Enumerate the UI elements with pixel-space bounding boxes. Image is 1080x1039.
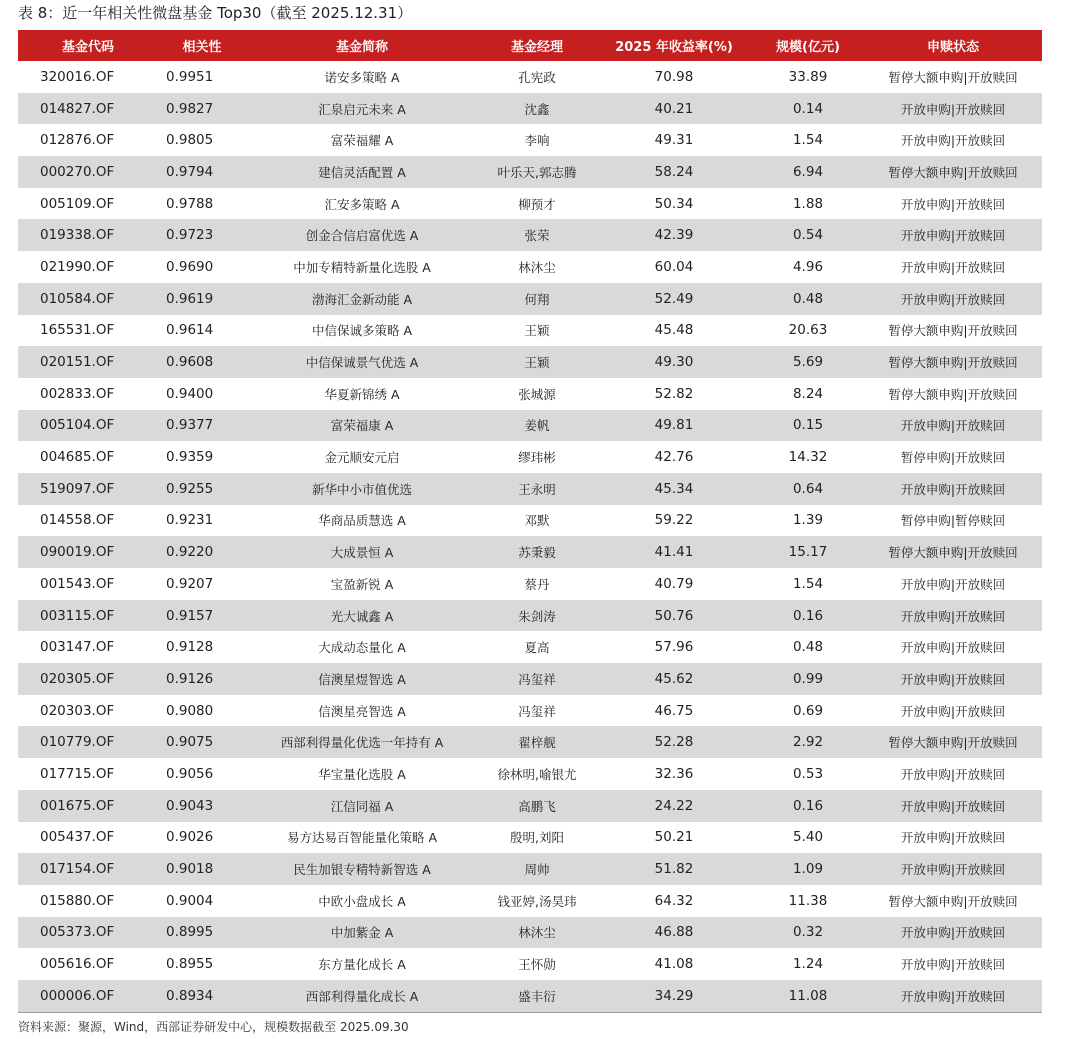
scale-cell: 11.08 (788, 987, 828, 1004)
status-cell: 开放申购|开放赎回 (900, 259, 1006, 275)
fund-manager-cell: 夏高 (524, 640, 550, 656)
fund-name-cell: 信澳星亮智选 A (318, 703, 406, 719)
fund-name-cell: 中信保诚多策略 A (311, 323, 413, 339)
correlation-cell: 0.9255 (166, 480, 214, 497)
fund-manager-cell: 王颖 (524, 323, 550, 339)
fund-manager-cell: 徐林明,喻银尤 (497, 766, 577, 782)
status-cell: 开放申购|开放赎回 (900, 418, 1006, 434)
fund-code-cell: 015880.OF (40, 892, 115, 909)
table-row (18, 695, 1042, 727)
correlation-cell: 0.9359 (166, 449, 214, 466)
fund-code-cell: 320016.OF (40, 68, 115, 85)
scale-cell: 4.96 (792, 258, 824, 275)
fund-code-cell: 005373.OF (40, 924, 115, 941)
correlation-cell: 0.9690 (166, 258, 214, 275)
table-row (18, 600, 1042, 632)
scale-cell: 1.24 (792, 956, 824, 973)
fund-code-cell: 519097.OF (40, 480, 115, 497)
return-cell: 34.29 (654, 987, 694, 1004)
fund-manager-cell: 何翔 (524, 291, 550, 307)
scale-cell: 20.63 (788, 322, 828, 339)
status-cell: 暂停大额申购|开放赎回 (888, 386, 1018, 402)
header-fund-manager: 基金经理 (510, 40, 563, 55)
status-cell: 暂停大额申购|开放赎回 (888, 323, 1018, 339)
table-row (18, 188, 1042, 220)
fund-manager-cell: 王怀勋 (518, 957, 556, 973)
fund-name-cell: 富荣福康 A (330, 418, 394, 434)
scale-cell: 0.32 (792, 924, 824, 941)
scale-cell: 0.16 (792, 607, 824, 624)
table-row (18, 410, 1042, 442)
scale-cell: 0.69 (792, 702, 824, 719)
fund-code-cell: 017154.OF (40, 861, 115, 878)
table-row (18, 283, 1042, 315)
fund-code-cell: 014827.OF (40, 100, 115, 117)
return-cell: 64.32 (654, 892, 694, 909)
table-row (18, 663, 1042, 695)
return-cell: 49.30 (654, 354, 694, 371)
fund-name-cell: 金元顺安元启 (324, 450, 400, 466)
table-row (18, 917, 1042, 949)
return-cell: 52.49 (654, 290, 694, 307)
fund-name-cell: 创金合信启富优选 A (305, 228, 419, 244)
table-row (18, 315, 1042, 347)
fund-code-cell: 017715.OF (40, 765, 115, 782)
table-row (18, 980, 1042, 1012)
fund-code-cell: 003115.OF (40, 607, 115, 624)
return-cell: 51.82 (654, 861, 694, 878)
fund-manager-cell: 蔡丹 (524, 576, 550, 592)
return-cell: 49.31 (654, 132, 694, 149)
fund-code-cell: 001543.OF (40, 575, 115, 592)
fund-manager-cell: 王颖 (524, 355, 550, 371)
fund-code-cell: 005109.OF (40, 195, 115, 212)
table-row (18, 822, 1042, 854)
return-cell: 32.36 (654, 765, 694, 782)
fund-code-cell: 004685.OF (40, 449, 115, 466)
scale-cell: 15.17 (788, 544, 828, 561)
scale-cell: 8.24 (792, 385, 824, 402)
table-row (18, 726, 1042, 758)
status-cell: 开放申购|开放赎回 (900, 830, 1006, 846)
return-cell: 24.22 (654, 797, 694, 814)
fund-name-cell: 诺安多策略 A (324, 69, 400, 85)
correlation-cell: 0.8995 (166, 924, 214, 941)
status-cell: 开放申购|开放赎回 (900, 798, 1006, 814)
fund-manager-cell: 高鹏飞 (518, 798, 556, 814)
fund-code-cell: 021990.OF (40, 258, 115, 275)
bottom-divider (18, 1012, 1042, 1013)
correlation-cell: 0.8955 (166, 956, 214, 973)
scale-cell: 0.16 (792, 797, 824, 814)
fund-code-cell: 002833.OF (40, 385, 115, 402)
return-cell: 40.21 (654, 100, 694, 117)
scale-cell: 1.39 (792, 512, 824, 529)
correlation-cell: 0.9608 (166, 354, 214, 371)
table-row (18, 885, 1042, 917)
status-cell: 开放申购|开放赎回 (900, 766, 1006, 782)
scale-cell: 33.89 (788, 68, 828, 85)
correlation-cell: 0.9157 (166, 607, 214, 624)
return-cell: 46.75 (654, 702, 694, 719)
header-fund-name: 基金简称 (335, 40, 388, 55)
fund-name-cell: 江信同福 A (330, 798, 394, 814)
table-body (18, 61, 1042, 1012)
return-cell: 41.41 (654, 544, 694, 561)
fund-manager-cell: 林沐尘 (518, 259, 556, 275)
correlation-cell: 0.9619 (166, 290, 214, 307)
return-cell: 50.76 (654, 607, 694, 624)
fund-code-cell: 020303.OF (40, 702, 115, 719)
fund-name-cell: 新华中小市值优选 (311, 481, 412, 497)
fund-name-cell: 民生加银专精特新智选 A (293, 862, 431, 878)
fund-name-cell: 华商品质慧选 A (318, 513, 406, 529)
fund-name-cell: 建信灵活配置 A (318, 164, 406, 180)
fund-code-cell: 000270.OF (40, 163, 115, 180)
table-row (18, 346, 1042, 378)
header-return-2025: 2025 年收益率(%) (615, 40, 733, 55)
status-cell: 开放申购|开放赎回 (900, 608, 1006, 624)
status-cell: 开放申购|开放赎回 (900, 925, 1006, 941)
table-row (18, 251, 1042, 283)
return-cell: 40.79 (654, 575, 694, 592)
status-cell: 暂停申购|暂停赎回 (900, 513, 1006, 529)
fund-name-cell: 东方量化成长 A (318, 957, 406, 973)
status-cell: 开放申购|开放赎回 (900, 640, 1006, 656)
fund-code-cell: 020305.OF (40, 670, 115, 687)
fund-manager-cell: 柳预才 (518, 196, 556, 212)
correlation-cell: 0.9231 (166, 512, 214, 529)
return-cell: 58.24 (654, 163, 694, 180)
fund-name-cell: 西部利得量化优选一年持有 A (280, 735, 444, 751)
correlation-cell: 0.9614 (166, 322, 214, 339)
status-cell: 开放申购|开放赎回 (900, 291, 1006, 307)
table-row (18, 473, 1042, 505)
scale-cell: 0.54 (792, 227, 824, 244)
return-cell: 52.28 (654, 734, 694, 751)
fund-manager-cell: 沈鑫 (524, 101, 550, 117)
fund-manager-cell: 钱亚婷,汤昊玮 (497, 893, 577, 909)
fund-manager-cell: 盛丰衍 (518, 988, 556, 1004)
fund-code-cell: 165531.OF (40, 322, 115, 339)
fund-name-cell: 中欧小盘成长 A (318, 893, 406, 909)
status-cell: 暂停大额申购|开放赎回 (888, 735, 1018, 751)
fund-name-cell: 汇安多策略 A (324, 196, 400, 212)
fund-manager-cell: 张城源 (518, 386, 556, 402)
fund-code-cell: 090019.OF (40, 544, 115, 561)
fund-code-cell: 010779.OF (40, 734, 115, 751)
return-cell: 41.08 (654, 956, 694, 973)
correlation-cell: 0.9043 (166, 797, 214, 814)
table-row (18, 758, 1042, 790)
table-row (18, 156, 1042, 188)
status-cell: 开放申购|开放赎回 (900, 862, 1006, 878)
correlation-cell: 0.9128 (166, 639, 214, 656)
scale-cell: 1.54 (792, 575, 824, 592)
header-scale: 规模(亿元) (776, 40, 840, 55)
status-cell: 开放申购|开放赎回 (900, 703, 1006, 719)
table-row (18, 568, 1042, 600)
status-cell: 开放申购|开放赎回 (900, 101, 1006, 117)
fund-code-cell: 000006.OF (40, 987, 115, 1004)
fund-manager-cell: 李响 (524, 133, 550, 149)
fund-manager-cell: 冯玺祥 (518, 671, 556, 687)
correlation-cell: 0.9220 (166, 544, 214, 561)
status-cell: 开放申购|开放赎回 (900, 576, 1006, 592)
fund-name-cell: 西部利得量化成长 A (305, 988, 419, 1004)
fund-manager-cell: 苏秉毅 (518, 545, 556, 561)
table-row (18, 93, 1042, 125)
return-cell: 45.48 (654, 322, 694, 339)
return-cell: 70.98 (654, 68, 694, 85)
scale-cell: 0.64 (792, 480, 824, 497)
fund-code-cell: 020151.OF (40, 354, 115, 371)
status-cell: 暂停申购|开放赎回 (900, 450, 1006, 466)
scale-cell: 5.40 (792, 829, 824, 846)
fund-code-cell: 001675.OF (40, 797, 115, 814)
fund-manager-cell: 朱剑涛 (518, 608, 556, 624)
return-cell: 42.76 (654, 449, 694, 466)
status-cell: 开放申购|开放赎回 (900, 133, 1006, 149)
fund-manager-cell: 张荣 (524, 228, 550, 244)
fund-table (18, 30, 1042, 1012)
fund-manager-cell: 孔宪政 (518, 69, 556, 85)
correlation-cell: 0.9004 (166, 892, 214, 909)
fund-name-cell: 大成景恒 A (330, 545, 394, 561)
fund-name-cell: 中加紫金 A (330, 925, 394, 941)
correlation-cell: 0.9794 (166, 163, 214, 180)
scale-cell: 11.38 (788, 892, 828, 909)
fund-manager-cell: 叶乐天,郭志腾 (497, 164, 577, 180)
fund-code-cell: 005104.OF (40, 417, 115, 434)
correlation-cell: 0.9026 (166, 829, 214, 846)
correlation-cell: 0.9951 (166, 68, 214, 85)
fund-name-cell: 大成动态量化 A (318, 640, 406, 656)
return-cell: 50.21 (654, 829, 694, 846)
table-header-row (18, 30, 1042, 61)
status-cell: 开放申购|开放赎回 (900, 196, 1006, 212)
fund-manager-cell: 姜帆 (524, 418, 550, 434)
correlation-cell: 0.8934 (166, 987, 214, 1004)
scale-cell: 0.48 (792, 290, 824, 307)
fund-name-cell: 宝盈新锐 A (330, 576, 394, 592)
return-cell: 50.34 (654, 195, 694, 212)
scale-cell: 0.48 (792, 639, 824, 656)
correlation-cell: 0.9056 (166, 765, 214, 782)
table-row (18, 790, 1042, 822)
fund-code-cell: 012876.OF (40, 132, 115, 149)
fund-name-cell: 易方达易百智能量化策略 A (286, 830, 438, 846)
scale-cell: 1.88 (792, 195, 824, 212)
fund-manager-cell: 冯玺祥 (518, 703, 556, 719)
scale-cell: 14.32 (788, 449, 828, 466)
scale-cell: 1.09 (792, 861, 824, 878)
status-cell: 开放申购|开放赎回 (900, 481, 1006, 497)
return-cell: 59.22 (654, 512, 694, 529)
table-row (18, 124, 1042, 156)
fund-code-cell: 014558.OF (40, 512, 115, 529)
fund-name-cell: 信澳星煜智选 A (318, 671, 406, 687)
status-cell: 开放申购|开放赎回 (900, 228, 1006, 244)
fund-code-cell: 019338.OF (40, 227, 115, 244)
fund-manager-cell: 翟梓舰 (518, 735, 556, 751)
correlation-cell: 0.9207 (166, 575, 214, 592)
table-row (18, 853, 1042, 885)
fund-name-cell: 渤海汇金新动能 A (311, 291, 413, 307)
return-cell: 52.82 (654, 385, 694, 402)
correlation-cell: 0.9827 (166, 100, 214, 117)
fund-name-cell: 汇泉启元未来 A (318, 101, 406, 117)
scale-cell: 2.92 (792, 734, 824, 751)
correlation-cell: 0.9377 (166, 417, 214, 434)
table-row (18, 441, 1042, 473)
table-row (18, 536, 1042, 568)
table-row (18, 631, 1042, 663)
status-cell: 开放申购|开放赎回 (900, 988, 1006, 1004)
source-note: 资料来源：聚源，Wind，西部证券研发中心，规模数据截至 2025.09.30 (18, 1020, 409, 1034)
correlation-cell: 0.9788 (166, 195, 214, 212)
scale-cell: 5.69 (792, 354, 824, 371)
scale-cell: 0.53 (792, 765, 824, 782)
header-subscription-status: 申赎状态 (926, 40, 979, 55)
scale-cell: 0.14 (792, 100, 824, 117)
table-row (18, 219, 1042, 251)
return-cell: 45.34 (654, 480, 694, 497)
scale-cell: 0.15 (792, 417, 824, 434)
fund-manager-cell: 殷明,刘阳 (510, 830, 564, 846)
table-row (18, 948, 1042, 980)
fund-manager-cell: 林沐尘 (518, 925, 556, 941)
scale-cell: 1.54 (792, 132, 824, 149)
status-cell: 开放申购|开放赎回 (900, 671, 1006, 687)
status-cell: 暂停大额申购|开放赎回 (888, 893, 1018, 909)
fund-code-cell: 010584.OF (40, 290, 115, 307)
correlation-cell: 0.9075 (166, 734, 214, 751)
correlation-cell: 0.9805 (166, 132, 214, 149)
correlation-cell: 0.9080 (166, 702, 214, 719)
return-cell: 46.88 (654, 924, 694, 941)
fund-manager-cell: 王永明 (518, 481, 556, 497)
table-row (18, 378, 1042, 410)
table-row (18, 505, 1042, 537)
fund-name-cell: 光大诚鑫 A (330, 608, 394, 624)
scale-cell: 0.99 (792, 670, 824, 687)
fund-name-cell: 华夏新锦绣 A (324, 386, 400, 402)
fund-name-cell: 中加专精特新量化选股 A (293, 259, 431, 275)
table-title: 表 8：近一年相关性微盘基金 Top30（截至 2025.12.31） (18, 4, 413, 22)
status-cell: 暂停大额申购|开放赎回 (888, 355, 1018, 371)
return-cell: 57.96 (654, 639, 694, 656)
fund-code-cell: 005437.OF (40, 829, 115, 846)
status-cell: 暂停大额申购|开放赎回 (888, 69, 1018, 85)
return-cell: 60.04 (654, 258, 694, 275)
scale-cell: 6.94 (792, 163, 824, 180)
correlation-cell: 0.9723 (166, 227, 214, 244)
return-cell: 49.81 (654, 417, 694, 434)
correlation-cell: 0.9126 (166, 670, 214, 687)
return-cell: 45.62 (654, 670, 694, 687)
status-cell: 暂停大额申购|开放赎回 (888, 164, 1018, 180)
header-fund-code: 基金代码 (61, 40, 114, 55)
fund-manager-cell: 缪玮彬 (518, 450, 556, 466)
fund-name-cell: 富荣福耀 A (330, 133, 394, 149)
fund-manager-cell: 邓默 (524, 513, 550, 529)
fund-code-cell: 005616.OF (40, 956, 115, 973)
fund-name-cell: 中信保诚景气优选 A (305, 355, 419, 371)
status-cell: 开放申购|开放赎回 (900, 957, 1006, 973)
header-correlation: 相关性 (182, 40, 222, 55)
correlation-cell: 0.9400 (166, 385, 214, 402)
return-cell: 42.39 (654, 227, 694, 244)
status-cell: 暂停大额申购|开放赎回 (888, 545, 1018, 561)
fund-manager-cell: 周帅 (524, 862, 550, 878)
fund-code-cell: 003147.OF (40, 639, 115, 656)
fund-name-cell: 华宝量化选股 A (318, 766, 406, 782)
fund-table-container (18, 30, 1042, 1012)
correlation-cell: 0.9018 (166, 861, 214, 878)
table-row (18, 61, 1042, 93)
